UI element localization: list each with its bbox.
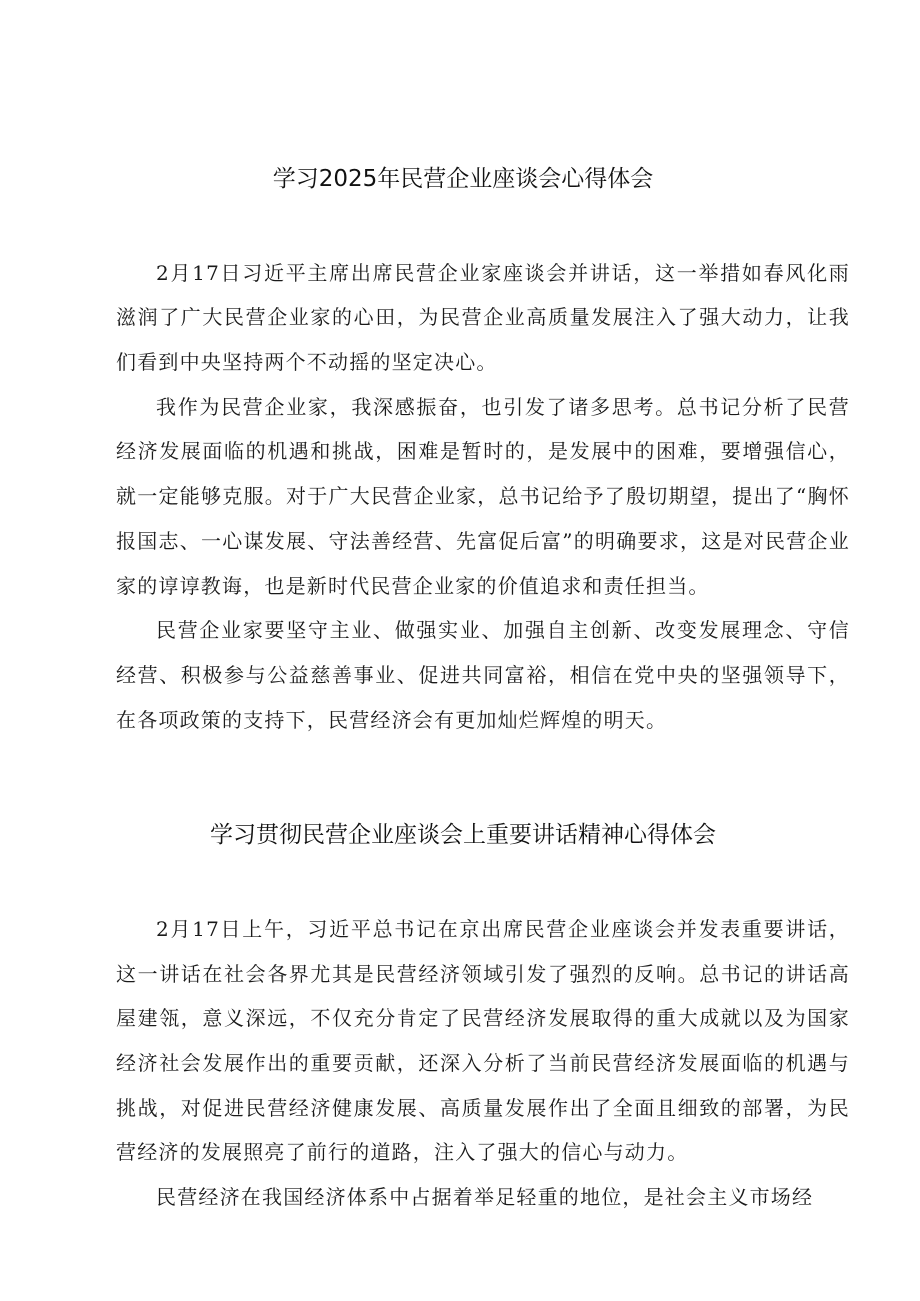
section-1-paragraph-3: 民营企业家要坚守主业、做强实业、加强自主创新、改变发展理念、守信经营、积极参与公益慈善事业、促进共同富裕，相信在党中央的坚强领导下，在各项政策的支持下，民营经济会有更加灿烂辉煌的明天。	[116, 618, 850, 732]
section-1-paragraph-2: 我作为民营企业家，我深感振奋，也引发了诸多思考。总书记分析了民营经济发展面临的机遇和挑战，困难是暂时的，是发展中的困难，要增强信心，就一定能够克服。对于广大民营企业家，总书记给予了殷切期望，提出了“胸怀报国志、一心谋发展、守法善经营、先富促后富”的明确要求，这是对民营企业家的谆谆教诲，也是新时代民营企业家的价值追求和责任担当。	[116, 394, 850, 598]
section-2-paragraph-1: 2月17日上午，习近平总书记在京出席民营企业座谈会并发表重要讲话，这一讲话在社会各界尤其是民营经济领域引发了强烈的反响。总书记的讲话高屋建瓴，意义深远，不仅充分肯定了民营经济发展取得的重大成就以及为国家经济社会发展作出的重要贡献，还深入分析了当前民营经济发展面临的机遇与挑战，对促进民营经济健康发展、高质量发展作出了全面且细致的部署，为民营经济的发展照亮了前行的道路，注入了强大的信心与动力。	[116, 916, 850, 1165]
section-1-title: 学习2025年民营企业座谈会心得体会	[272, 166, 654, 192]
section-1-body	[116, 251, 850, 743]
section-2-title: 学习贯彻民营企业座谈会上重要讲话精神心得体会	[210, 822, 716, 849]
section-2-paragraph-2: 民营经济在我国经济体系中占据着举足轻重的地位，是社会主义市场经	[156, 1185, 814, 1210]
section-2-body	[116, 907, 850, 1220]
section-1-paragraph-1: 2月17日习近平主席出席民营企业家座谈会并讲话，这一举措如春风化雨滋润了广大民营企业家的心田，为民营企业高质量发展注入了强大动力，让我们看到中央坚持两个不动摇的坚定决心。	[116, 260, 850, 374]
